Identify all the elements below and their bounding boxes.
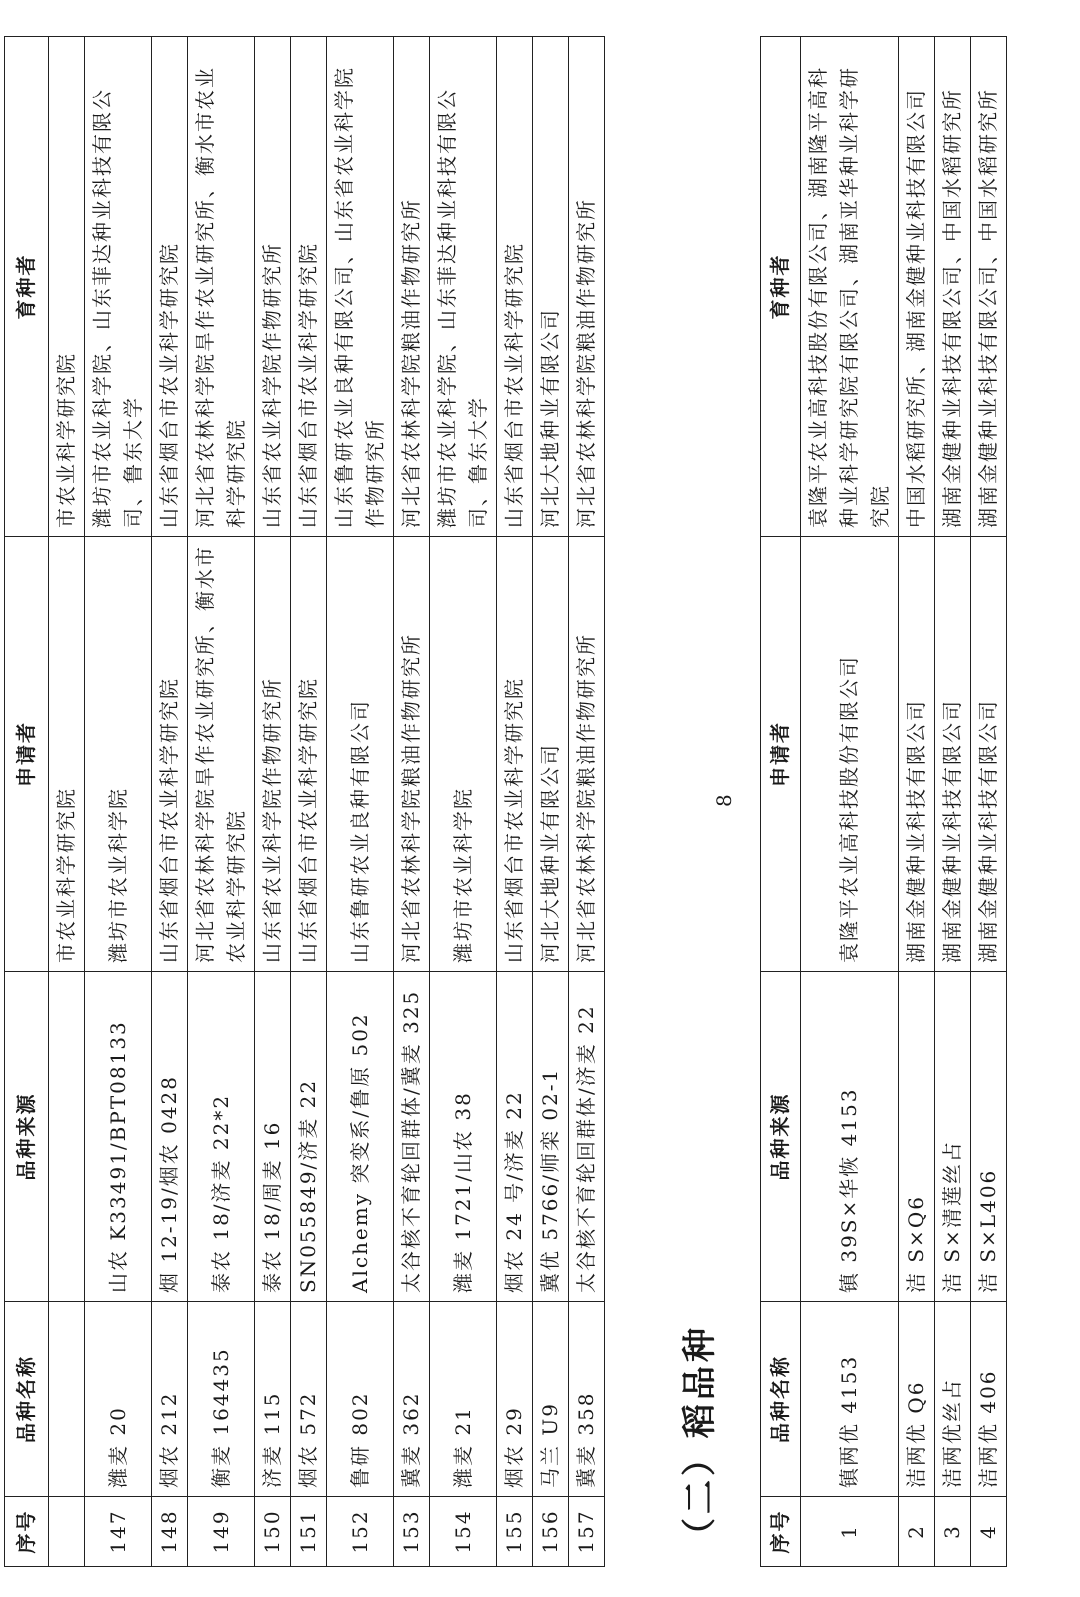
- breeder-cell: 湖南金健种业科技有限公司、中国水稻研究所: [971, 37, 1007, 537]
- variety-source-cell: 太谷核不育轮回群体/济麦 22: [569, 972, 605, 1302]
- variety-name-cell: [49, 1302, 85, 1497]
- applicant-cell: 袁隆平农业高科技股份有限公司: [801, 537, 899, 972]
- applicant-cell: 山东省农业科学院作物研究所: [255, 537, 291, 972]
- applicant-cell: 山东鲁研农业良种有限公司: [327, 537, 394, 972]
- row-number-cell: 3: [935, 1497, 971, 1567]
- row-number-cell: 157: [569, 1497, 605, 1567]
- header-no: 序号: [5, 1497, 49, 1567]
- variety-source-cell: Alchemy 突变系/鲁原 502: [327, 972, 394, 1302]
- row-number-cell: 153: [394, 1497, 430, 1567]
- variety-source-cell: [49, 972, 85, 1302]
- page-number: 8: [712, 794, 736, 807]
- applicant-cell: 山东省烟台市农业科学研究院: [497, 537, 533, 972]
- variety-name-cell: 镇两优 4153: [801, 1302, 899, 1497]
- breeder-cell: 山东鲁研农业良种有限公司、山东省农业科学院作物研究所: [327, 37, 394, 537]
- breeder-cell: 市农业科学研究院: [49, 37, 85, 537]
- variety-name-cell: 冀麦 358: [569, 1302, 605, 1497]
- breeder-cell: 河北省农林科学院旱作农业研究所、衡水市农业科学研究院: [188, 37, 255, 537]
- variety-source-cell: 冀优 5766/师栾 02-1: [533, 972, 569, 1302]
- variety-name-cell: 洁两优 Q6: [899, 1302, 935, 1497]
- table-row: [430, 37, 497, 1567]
- variety-name-cell: 马兰 U9: [533, 1302, 569, 1497]
- breeder-cell: 河北省农林科学院粮油作物研究所: [569, 37, 605, 537]
- variety-name-cell: 烟农 29: [497, 1302, 533, 1497]
- applicant-cell: 河北大地种业有限公司: [533, 537, 569, 972]
- breeder-cell: 湖南金健种业科技有限公司、中国水稻研究所: [935, 37, 971, 537]
- table-row: [971, 37, 1007, 1567]
- breeder-cell: 山东省烟台市农业科学研究院: [152, 37, 188, 537]
- table-header-row: [5, 37, 49, 1567]
- row-number-cell: 150: [255, 1497, 291, 1567]
- variety-source-cell: 泰农 18/周麦 16: [255, 972, 291, 1302]
- row-number-cell: 4: [971, 1497, 1007, 1567]
- variety-name-cell: 衡麦 164435: [188, 1302, 255, 1497]
- header-variety-name: 品种名称: [5, 1302, 49, 1497]
- breeder-cell: 河北省农林科学院粮油作物研究所: [394, 37, 430, 537]
- variety-source-cell: 洁 S×L406: [971, 972, 1007, 1302]
- variety-source-cell: 泰农 18/济麦 22*2: [188, 972, 255, 1302]
- row-number-cell: 154: [430, 1497, 497, 1567]
- applicant-cell: 河北省农林科学院粮油作物研究所: [569, 537, 605, 972]
- variety-source-cell: 山农 K33491/BPT08133: [85, 972, 152, 1302]
- variety-name-cell: 洁两优 406: [971, 1302, 1007, 1497]
- header-applicant: 申请者: [761, 537, 801, 972]
- breeder-cell: 河北大地种业有限公司: [533, 37, 569, 537]
- applicant-cell: 山东省烟台市农业科学研究院: [291, 537, 327, 972]
- row-number-cell: 155: [497, 1497, 533, 1567]
- row-number-cell: 148: [152, 1497, 188, 1567]
- table-row: [569, 37, 605, 1567]
- row-number-cell: 1: [801, 1497, 899, 1567]
- variety-name-cell: 冀麦 362: [394, 1302, 430, 1497]
- section-title-rice: （二）稻品种: [680, 1324, 720, 1552]
- variety-name-cell: 洁两优丝占: [935, 1302, 971, 1497]
- variety-name-cell: 鲁研 802: [327, 1302, 394, 1497]
- variety-name-cell: 烟农 212: [152, 1302, 188, 1497]
- breeder-cell: 潍坊市农业科学院、山东菲达种业科技有限公司、鲁东大学: [430, 37, 497, 537]
- rice-variety-table: [760, 36, 1007, 1567]
- row-number-cell: 156: [533, 1497, 569, 1567]
- row-number-cell: 152: [327, 1497, 394, 1567]
- applicant-cell: 湖南金健种业科技有限公司: [935, 537, 971, 972]
- applicant-cell: 潍坊市农业科学院: [430, 537, 497, 972]
- breeder-cell: 山东省农业科学院作物研究所: [255, 37, 291, 537]
- row-number-cell: [49, 1497, 85, 1567]
- table-row: [935, 37, 971, 1567]
- header-applicant: 申请者: [5, 537, 49, 972]
- applicant-cell: 山东省烟台市农业科学研究院: [152, 537, 188, 972]
- row-number-cell: 149: [188, 1497, 255, 1567]
- header-breeder: 育种者: [761, 37, 801, 537]
- header-variety-source: 品种来源: [761, 972, 801, 1302]
- breeder-cell: 潍坊市农业科学院、山东菲达种业科技有限公司、鲁东大学: [85, 37, 152, 537]
- table-row: [188, 37, 255, 1567]
- table-row: [327, 37, 394, 1567]
- variety-source-cell: 潍麦 1721/山农 38: [430, 972, 497, 1302]
- variety-source-cell: 洁 S×清莲丝占: [935, 972, 971, 1302]
- variety-source-cell: SN055849/济麦 22: [291, 972, 327, 1302]
- variety-name-cell: 潍麦 21: [430, 1302, 497, 1497]
- breeder-cell: 中国水稻研究所、湖南金健种业科技有限公司: [899, 37, 935, 537]
- table-row: [255, 37, 291, 1567]
- breeder-cell: 袁隆平农业高科技股份有限公司、湖南隆平高科种业科学研究院有限公司、湖南亚华种业科学研究院: [801, 37, 899, 537]
- table-row: [899, 37, 935, 1567]
- applicant-cell: 河北省农林科学院粮油作物研究所: [394, 537, 430, 972]
- row-number-cell: 2: [899, 1497, 935, 1567]
- variety-source-cell: 镇 39S×华恢 4153: [801, 972, 899, 1302]
- breeder-cell: 山东省烟台市农业科学研究院: [291, 37, 327, 537]
- table-row: [49, 37, 85, 1567]
- wheat-variety-table: [4, 36, 605, 1567]
- variety-name-cell: 潍麦 20: [85, 1302, 152, 1497]
- variety-name-cell: 烟农 572: [291, 1302, 327, 1497]
- variety-source-cell: 太谷核不育轮回群体/冀麦 325: [394, 972, 430, 1302]
- applicant-cell: 潍坊市农业科学院: [85, 537, 152, 972]
- header-no: 序号: [761, 1497, 801, 1567]
- header-variety-name: 品种名称: [761, 1302, 801, 1497]
- applicant-cell: 河北省农林科学院旱作农业研究所、衡水市农业科学研究院: [188, 537, 255, 972]
- table-row: [497, 37, 533, 1567]
- table-header-row: [761, 37, 801, 1567]
- table-row: [394, 37, 430, 1567]
- breeder-cell: 山东省烟台市农业科学研究院: [497, 37, 533, 537]
- applicant-cell: 湖南金健种业科技有限公司: [899, 537, 935, 972]
- variety-source-cell: 洁 S×Q6: [899, 972, 935, 1302]
- variety-name-cell: 济麦 115: [255, 1302, 291, 1497]
- row-number-cell: 151: [291, 1497, 327, 1567]
- row-number-cell: 147: [85, 1497, 152, 1567]
- header-breeder: 育种者: [5, 37, 49, 537]
- header-variety-source: 品种来源: [5, 972, 49, 1302]
- variety-source-cell: 烟农 24 号/济麦 22: [497, 972, 533, 1302]
- table-row: [291, 37, 327, 1567]
- applicant-cell: 市农业科学研究院: [49, 537, 85, 972]
- table-row: [801, 37, 899, 1567]
- variety-source-cell: 烟 12-19/烟农 0428: [152, 972, 188, 1302]
- applicant-cell: 湖南金健种业科技有限公司: [971, 537, 1007, 972]
- table-row: [533, 37, 569, 1567]
- table-row: [152, 37, 188, 1567]
- table-row: [85, 37, 152, 1567]
